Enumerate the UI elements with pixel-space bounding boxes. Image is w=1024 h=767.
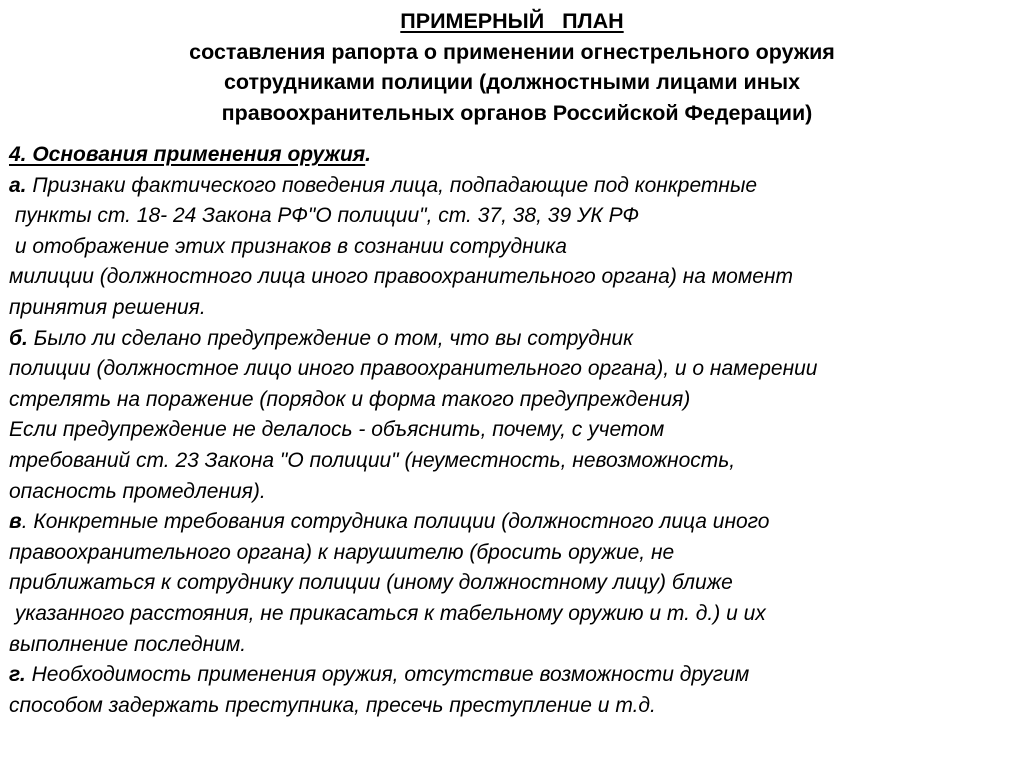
- item-g-marker: г.: [9, 663, 26, 687]
- item-b-line-4: Если предупреждение не делалось - объяснить, почему, с учетом: [9, 418, 665, 442]
- item-g-line-2: способом задержать преступника, пресечь преступление и т.д.: [9, 693, 656, 717]
- item-v-line-2: правоохранительного органа) к нарушителю (бросить оружие, не: [9, 540, 675, 564]
- item-b-line-1: [9, 324, 1015, 355]
- item-b-line-6: опасность промедления).: [9, 479, 266, 503]
- item-v-line-1: [9, 507, 1015, 538]
- title-subtitle-line-3: правоохранительных органов Российской Федерации): [221, 100, 813, 125]
- item-a-line-5: принятия решения.: [9, 295, 206, 319]
- item-b-marker: б.: [9, 326, 28, 350]
- item-v-text-1: . Конкретные требования сотрудника полиции (должностного лица иного: [21, 510, 770, 534]
- section-heading-tail: .: [365, 143, 371, 166]
- item-a-line-2: пункты ст. 18- 24 Закона РФ"О полиции", ст. 37, 38, 39 УК РФ: [9, 204, 640, 228]
- item-v-line-4: указанного расстояния, не прикасаться к табельному оружию и т. д.) и их: [9, 601, 766, 625]
- item-a-text-1: Признаки фактического поведения лица, подпадающие под конкретные: [26, 173, 758, 197]
- document-title: [0, 6, 1024, 128]
- item-a-line-1: [9, 171, 1015, 202]
- item-v-marker: в: [9, 510, 22, 534]
- item-a-marker: а.: [9, 173, 27, 197]
- item-v-line-3: приближаться к сотруднику полиции (иному должностному лицу) ближе: [9, 571, 733, 595]
- item-g-text-1: Необходимость применения оружия, отсутствие возможности другим: [25, 663, 750, 687]
- item-b-line-2: полиции (должностное лицо иного правоохранительного органа), и о намерении: [9, 357, 818, 381]
- item-b-line-5: требований ст. 23 Закона "О полиции" (неуместность, невозможность,: [9, 448, 736, 472]
- item-g-line-1: [9, 660, 1015, 691]
- section-heading: [9, 140, 1015, 171]
- item-v-line-5: выполнение последним.: [9, 632, 247, 656]
- title-main-line: [0, 6, 1024, 37]
- item-a-line-3: и отображение этих признаков в сознании сотрудника: [9, 234, 567, 258]
- item-a-line-4: милиции (должностного лица иного правоохранительного органа) на момент: [9, 265, 793, 289]
- item-b-text-1: Было ли сделано предупреждение о том, что вы сотрудник: [27, 326, 633, 350]
- section-body: [9, 140, 1015, 721]
- title-subtitle-line-1: составления рапорта о применении огнестрельного оружия: [189, 39, 835, 64]
- title-subtitle-line-2: сотрудниками полиции (должностными лицами иных: [223, 70, 801, 94]
- section-heading-text: 4. Основания применения оружия: [9, 143, 366, 166]
- item-b-line-3: стрелять на поражение (порядок и форма такого предупреждения): [9, 387, 691, 411]
- title-main: ПРИМЕРНЫЙ ПЛАН: [400, 9, 624, 33]
